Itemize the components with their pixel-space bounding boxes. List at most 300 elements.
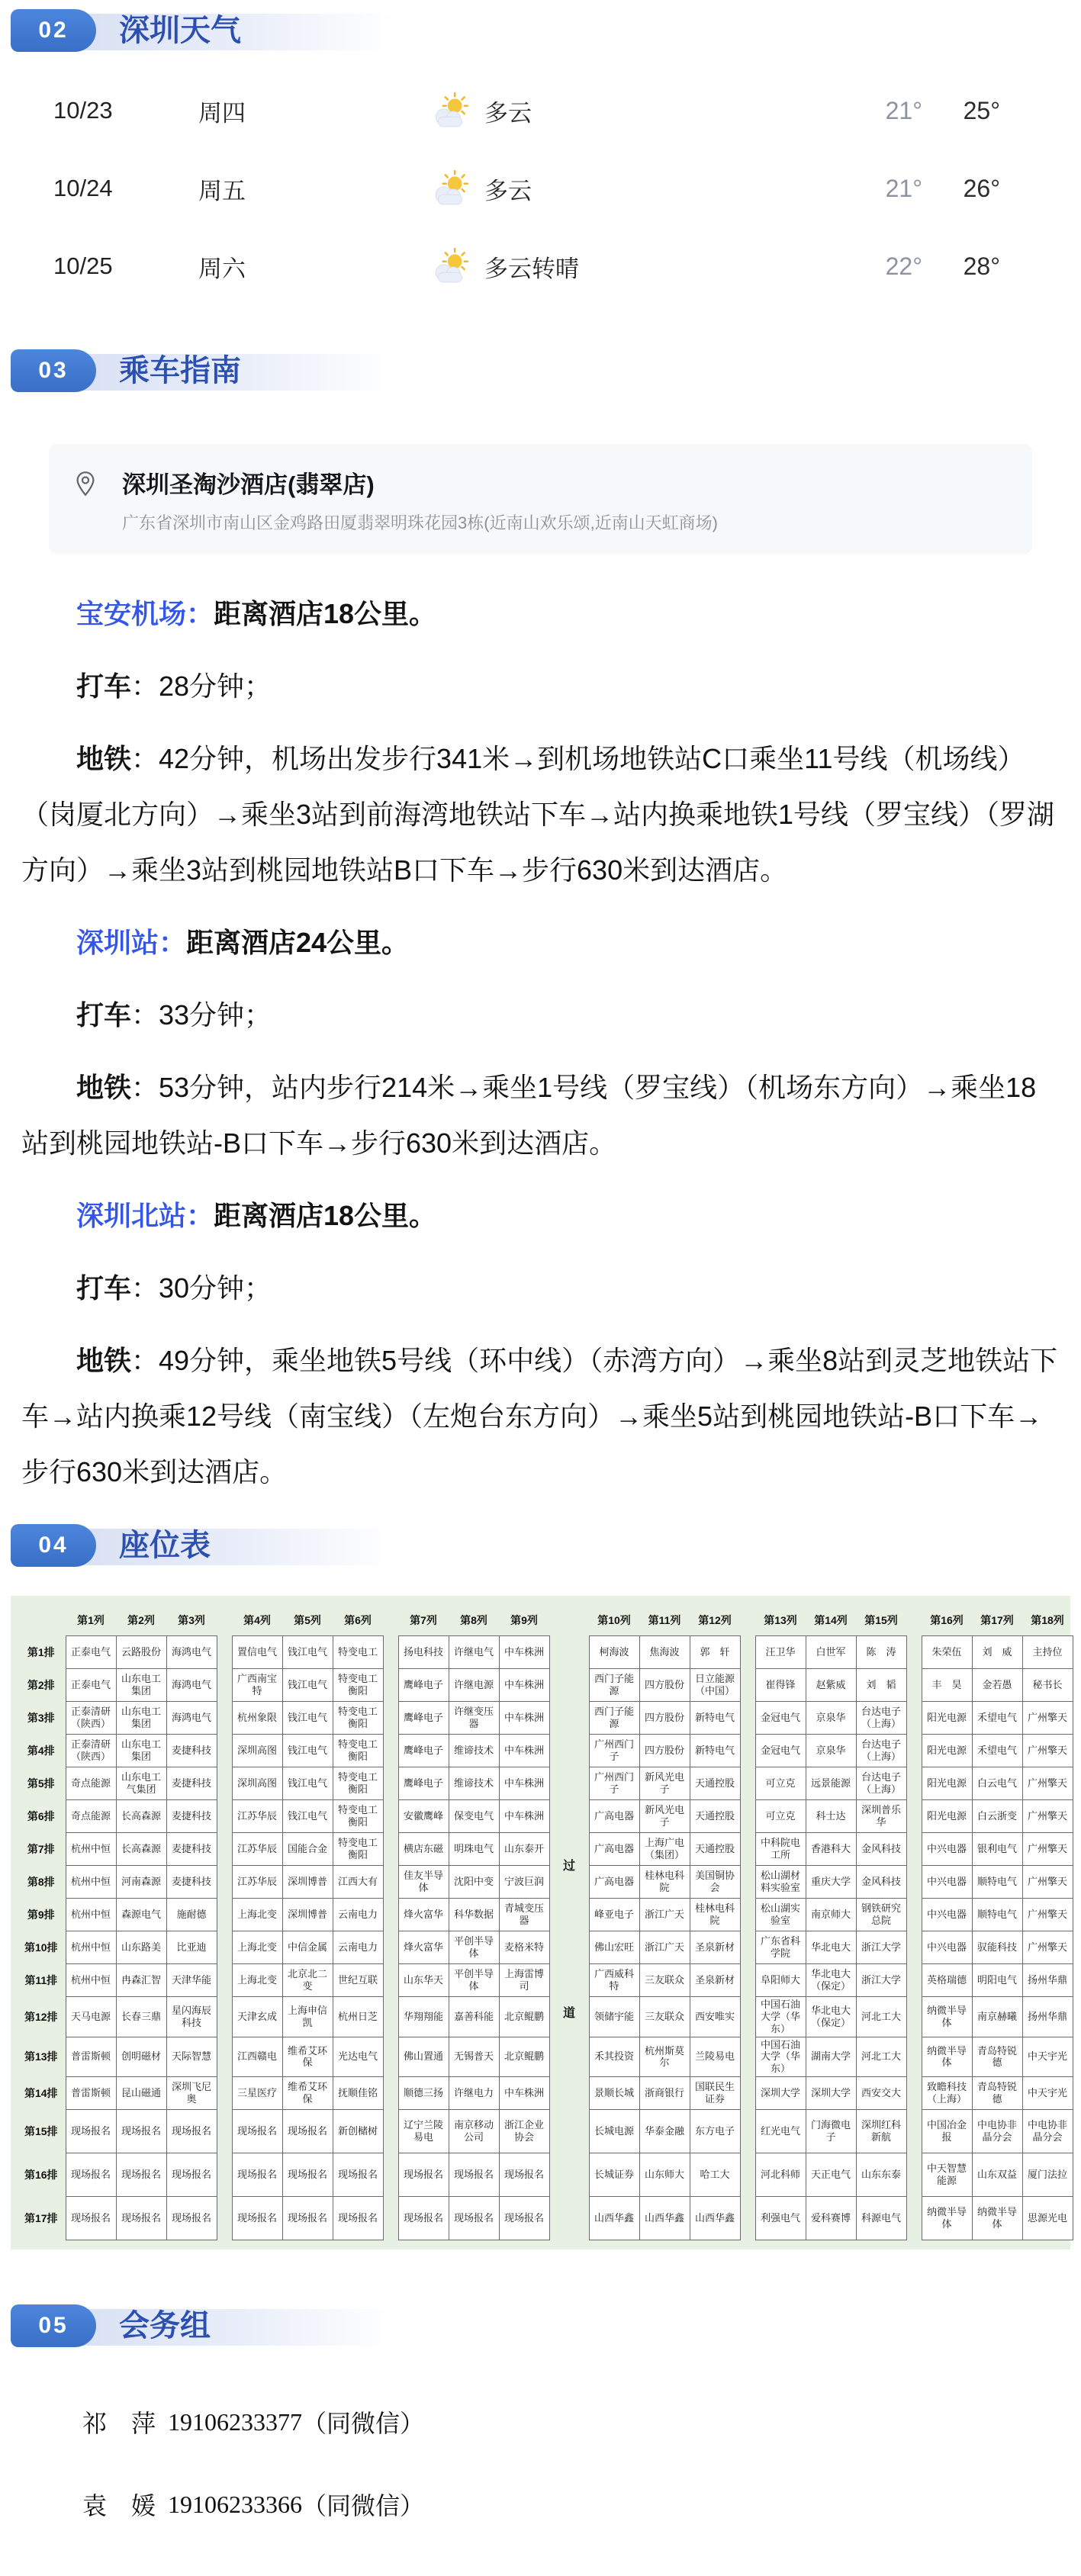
seat-cell: 青岛特锐德 bbox=[972, 2037, 1022, 2077]
seat-cell: 京泉华 bbox=[806, 1735, 856, 1767]
seat-cell: 禾其投资 bbox=[589, 2037, 639, 2077]
seat-cell: 钢铁研究总院 bbox=[856, 1899, 906, 1931]
paragraph-text: 距离酒店18公里。 bbox=[214, 1200, 437, 1231]
seat-cell: 中兴电器 bbox=[922, 1931, 972, 1964]
seat-cell: 山西华鑫 bbox=[690, 2197, 740, 2240]
contact-note: （同微信） bbox=[302, 2410, 425, 2438]
seat-cell: 特变电工衡阳 bbox=[333, 1767, 383, 1800]
seat-cell: 台达电子（上海） bbox=[856, 1702, 906, 1735]
seat-cell: 科华数据 bbox=[449, 1899, 499, 1931]
seat-cell: 昆山磁通 bbox=[116, 2077, 166, 2110]
seat-cell: 广州擎天 bbox=[1022, 1800, 1073, 1833]
column-header: 第15列 bbox=[864, 1614, 898, 1626]
seat-cell: 北京鲲鹏 bbox=[499, 2037, 549, 2077]
seat-cell: 深圳高图 bbox=[232, 1735, 282, 1767]
contact-row bbox=[0, 2381, 1081, 2463]
seat-cell: 烽火富华 bbox=[398, 1931, 449, 1964]
seat-cell: 纳微半导体 bbox=[972, 2197, 1022, 2240]
paragraph-text: 地铁 bbox=[76, 743, 132, 774]
seat-cell: 山东电工气集团 bbox=[116, 1767, 166, 1800]
seat-cell: 无锡普天 bbox=[449, 2037, 499, 2077]
seat-cell: 新风光电子 bbox=[639, 1800, 690, 1833]
seat-cell: 浙江企业协会 bbox=[499, 2110, 549, 2153]
section-badge-number: 04 bbox=[38, 1532, 69, 1558]
hotel-card bbox=[49, 444, 1032, 554]
seat-cell: 长春三鼎 bbox=[116, 1997, 166, 2037]
seat-cell: 南京赫曦 bbox=[972, 1997, 1022, 2037]
seat-cell: 钱江电气 bbox=[282, 1800, 333, 1833]
weather-section bbox=[0, 8, 1081, 305]
row-label: 第6排 bbox=[27, 1810, 55, 1822]
seat-cell: 中天智慧能源 bbox=[922, 2153, 972, 2197]
seat-cell: 杭州象限 bbox=[232, 1702, 282, 1735]
column-header: 第12列 bbox=[698, 1614, 732, 1626]
section-header-transport bbox=[11, 348, 1081, 397]
seat-cell: 银利电气 bbox=[972, 1833, 1022, 1866]
column-header: 第11列 bbox=[648, 1614, 681, 1626]
seat-cell: 英格瑞德 bbox=[922, 1964, 972, 1997]
seat-cell: 华北电大（保定） bbox=[806, 1997, 856, 2037]
weather-icon bbox=[430, 246, 474, 287]
seat-cell: 现场报名 bbox=[116, 2197, 166, 2240]
seat-cell: 中车株洲 bbox=[499, 1636, 549, 1669]
seat-cell: 钱江电气 bbox=[282, 1735, 333, 1767]
seat-cell: 阳光电源 bbox=[922, 1767, 972, 1800]
seat-cell: 横店东磁 bbox=[398, 1833, 449, 1866]
seat-cell: 中国冶金报 bbox=[922, 2110, 972, 2153]
seat-cell: 松山湖材料实验室 bbox=[755, 1866, 806, 1899]
weather-low-temp: 22° bbox=[885, 252, 922, 280]
seat-cell: 许继电气 bbox=[449, 1636, 499, 1669]
seat-cell: 丰 昊 bbox=[922, 1669, 972, 1702]
seat-cell: 阳光电源 bbox=[922, 1702, 972, 1735]
seat-cell: 华北电大 bbox=[806, 1931, 856, 1964]
seat-cell: 深圳大学 bbox=[806, 2077, 856, 2110]
seat-cell: 北京北二变 bbox=[282, 1964, 333, 1997]
contact-row bbox=[0, 2463, 1081, 2545]
seat-cell: 广高电器 bbox=[589, 1866, 639, 1899]
seat-cell: 三星医疗 bbox=[232, 2077, 282, 2110]
seat-cell: 天津华能 bbox=[166, 1964, 217, 1997]
seat-cell: 三友联众 bbox=[639, 1964, 690, 1997]
seat-cell: 山西华鑫 bbox=[589, 2197, 639, 2240]
paragraph-text: 距离酒店24公里。 bbox=[186, 927, 410, 958]
seat-cell: 白云电气 bbox=[972, 1767, 1022, 1800]
seat-cell: 浙商银行 bbox=[639, 2077, 690, 2110]
seat-cell: 现场报名 bbox=[232, 2197, 282, 2240]
seat-cell: 北京鲲鹏 bbox=[499, 1997, 549, 2037]
seat-cell: 美国铜协会 bbox=[690, 1866, 740, 1899]
seat-cell: 山东泰开 bbox=[499, 1833, 549, 1866]
weather-icon bbox=[430, 90, 474, 131]
seat-cell: 广州擎天 bbox=[1022, 1931, 1073, 1964]
seat-cell: 现场报名 bbox=[282, 2110, 333, 2153]
seat-cell: 鹰峰电子 bbox=[398, 1767, 449, 1800]
seat-cell: 云南电力 bbox=[333, 1899, 383, 1931]
seat-cell: 顺德三扬 bbox=[398, 2077, 449, 2110]
paragraph-text: ：53分钟，站内步行214米→乘坐1号线（罗宝线）（机场东方向）→乘坐18站到桃园地铁站-B口下车→步行630米到达酒店。 bbox=[21, 1072, 1037, 1159]
contact-name: 祁 萍 bbox=[82, 2410, 156, 2438]
seat-cell: 中车株洲 bbox=[499, 2077, 549, 2110]
seat-cell: 湖南大学 bbox=[806, 2037, 856, 2077]
weather-day: 周六 bbox=[198, 255, 246, 282]
seat-cell: 禾望电气 bbox=[972, 1735, 1022, 1767]
seat-cell: 中兴电器 bbox=[922, 1866, 972, 1899]
contact-list bbox=[0, 2381, 1081, 2576]
seat-cell: 华翔翔能 bbox=[398, 1997, 449, 2037]
seat-cell: 南京移动公司 bbox=[449, 2110, 499, 2153]
seat-cell: 杭州斯莫尔 bbox=[639, 2037, 690, 2077]
seat-cell: 特变电工 bbox=[333, 1636, 383, 1669]
hotel-address: 广东省深圳市南山区金鸡路田厦翡翠明珠花园3栋(近南山欢乐颂,近南山天虹商场) bbox=[122, 513, 719, 532]
seat-cell: 普雷斯顿 bbox=[66, 2037, 116, 2077]
center-aisle bbox=[549, 1636, 589, 2240]
seat-cell: 许继电源 bbox=[449, 1669, 499, 1702]
seat-cell: 深圳博普 bbox=[282, 1899, 333, 1931]
seat-cell: 烽火富华 bbox=[398, 1899, 449, 1931]
seat-cell: 云南电力 bbox=[333, 1931, 383, 1964]
section-title: 深圳天气 bbox=[119, 14, 241, 47]
seat-cell: 中天宇光 bbox=[1022, 2037, 1073, 2077]
seat-cell: 中国石油大学（华东） bbox=[755, 1997, 806, 2037]
seat-cell: 远景能源 bbox=[806, 1767, 856, 1800]
seat-cell: 河南森源 bbox=[116, 1866, 166, 1899]
seat-cell: 广东省科学院 bbox=[755, 1931, 806, 1964]
row-label: 第13排 bbox=[24, 2050, 58, 2063]
seat-cell: 麦捷科技 bbox=[166, 1833, 217, 1866]
seat-cell: 东方电子 bbox=[690, 2110, 740, 2153]
seat-cell: 山东师大 bbox=[639, 2153, 690, 2197]
seat-cell: 明珠电气 bbox=[449, 1833, 499, 1866]
seat-cell: 现场报名 bbox=[499, 2197, 549, 2240]
seat-cell: 扬电科技 bbox=[398, 1636, 449, 1669]
seat-cell: 现场报名 bbox=[66, 2110, 116, 2153]
weather-icon bbox=[430, 168, 474, 209]
seat-cell: 杭州日芝 bbox=[333, 1997, 383, 2037]
seat-cell: 金冠电气 bbox=[755, 1735, 806, 1767]
weather-condition: 多云转晴 bbox=[484, 255, 579, 282]
seat-cell: 海鸿电气 bbox=[166, 1636, 217, 1669]
seat-cell: 四方股份 bbox=[639, 1702, 690, 1735]
seat-cell: 钱江电气 bbox=[282, 1636, 333, 1669]
seat-cell: 鹰峰电子 bbox=[398, 1702, 449, 1735]
seat-cell: 阳光电源 bbox=[922, 1800, 972, 1833]
seat-cell: 新特电气 bbox=[690, 1735, 740, 1767]
seat-cell: 中信金属 bbox=[282, 1931, 333, 1964]
seat-cell: 科士达 bbox=[806, 1800, 856, 1833]
seat-cell: 金若愚 bbox=[972, 1669, 1022, 1702]
section-badge-number: 05 bbox=[38, 2313, 69, 2339]
section-header-weather bbox=[11, 8, 1081, 56]
seat-cell: 现场报名 bbox=[499, 2153, 549, 2197]
seat-cell: 纳微半导体 bbox=[922, 1997, 972, 2037]
seat-cell: 山西华鑫 bbox=[639, 2197, 690, 2240]
seat-cell: 中国石油大学（华东） bbox=[755, 2037, 806, 2077]
seat-cell: 海鸿电气 bbox=[166, 1669, 217, 1702]
seat-cell: 正泰清研（陕西） bbox=[66, 1735, 116, 1767]
section-title: 座位表 bbox=[119, 1529, 211, 1562]
seat-cell: 日立能源（中国） bbox=[690, 1669, 740, 1702]
seat-cell: 创明磁材 bbox=[116, 2037, 166, 2077]
seat-cell: 厦门法拉 bbox=[1022, 2153, 1073, 2197]
weather-high-temp: 25° bbox=[963, 96, 1000, 124]
seating-table bbox=[17, 1608, 1073, 2240]
seat-cell: 森源电气 bbox=[116, 1899, 166, 1931]
column-header: 第6列 bbox=[344, 1614, 372, 1626]
seat-cell: 中兴电器 bbox=[922, 1833, 972, 1866]
seat-cell: 天马电源 bbox=[66, 1997, 116, 2037]
row-label: 第17排 bbox=[24, 2212, 58, 2225]
row-label: 第1排 bbox=[27, 1646, 55, 1658]
seat-cell: 可立克 bbox=[755, 1767, 806, 1800]
row-label: 第3排 bbox=[27, 1712, 55, 1724]
seat-cell: 广高电器 bbox=[589, 1800, 639, 1833]
transport-paragraph bbox=[21, 915, 1060, 970]
seat-cell: 沈阳中变 bbox=[449, 1866, 499, 1899]
seat-cell: 杭州中恒 bbox=[66, 1866, 116, 1899]
seat-cell: 现场报名 bbox=[232, 2110, 282, 2153]
column-header: 第18列 bbox=[1031, 1614, 1064, 1626]
seat-cell: 台达电子（上海） bbox=[856, 1767, 906, 1800]
transport-paragraph bbox=[21, 1260, 1060, 1316]
seat-cell: 纳微半导体 bbox=[922, 2037, 972, 2077]
seat-cell: 麦捷科技 bbox=[166, 1866, 217, 1899]
seat-cell: 现场报名 bbox=[232, 2153, 282, 2197]
paragraph-text: 距离酒店18公里。 bbox=[214, 598, 437, 629]
seat-cell: 现场报名 bbox=[66, 2197, 116, 2240]
seat-cell: 广州擎天 bbox=[1022, 1735, 1073, 1767]
seat-cell: 上海雷博司 bbox=[499, 1964, 549, 1997]
seat-cell: 山东电工集团 bbox=[116, 1735, 166, 1767]
seat-cell: 广州擎天 bbox=[1022, 1899, 1073, 1931]
seat-cell: 青城变压器 bbox=[499, 1899, 549, 1931]
column-header: 第2列 bbox=[127, 1614, 155, 1626]
seat-cell: 中车株洲 bbox=[499, 1767, 549, 1800]
seat-cell: 新创槠树 bbox=[333, 2110, 383, 2153]
seat-cell: 海鸿电气 bbox=[166, 1702, 217, 1735]
seat-cell: 天通控股 bbox=[690, 1800, 740, 1833]
seat-cell: 深圳普乐华 bbox=[856, 1800, 906, 1833]
seat-cell: 可立克 bbox=[755, 1800, 806, 1833]
seat-cell: 冉森汇智 bbox=[116, 1964, 166, 1997]
seat-cell: 广州西门子 bbox=[589, 1735, 639, 1767]
seat-cell: 朱荣伍 bbox=[922, 1636, 972, 1669]
seat-cell: 致瞻科技（上海） bbox=[922, 2077, 972, 2110]
seat-cell: 河北工大 bbox=[856, 1997, 906, 2037]
transport-paragraph bbox=[21, 987, 1060, 1043]
row-label: 第4排 bbox=[27, 1745, 55, 1757]
seat-cell: 金冠电气 bbox=[755, 1702, 806, 1735]
seat-cell: 现场报名 bbox=[166, 2153, 217, 2197]
column-header: 第5列 bbox=[294, 1614, 321, 1626]
seat-cell: 杭州中恒 bbox=[66, 1931, 116, 1964]
column-header: 第13列 bbox=[764, 1614, 797, 1626]
seat-cell: 阜阳师大 bbox=[755, 1964, 806, 1997]
seat-cell: 顺特电气 bbox=[972, 1866, 1022, 1899]
paragraph-text: 打车 bbox=[76, 671, 132, 702]
weather-low-temp: 21° bbox=[885, 96, 922, 124]
seat-cell: 广州西门子 bbox=[589, 1767, 639, 1800]
committee-section bbox=[0, 2303, 1081, 2576]
seat-cell: 麦捷科技 bbox=[166, 1735, 217, 1767]
weather-condition: 多云 bbox=[484, 177, 532, 204]
seat-cell: 现场报名 bbox=[449, 2197, 499, 2240]
seat-cell: 杭州中恒 bbox=[66, 1899, 116, 1931]
seat-cell: 现场报名 bbox=[282, 2153, 333, 2197]
section-header-committee bbox=[11, 2303, 1081, 2352]
aisle-label: 过 道 bbox=[562, 1859, 575, 2020]
sun-behind-cloud-icon bbox=[430, 169, 472, 208]
weather-day: 周四 bbox=[198, 99, 246, 127]
row-label: 第9排 bbox=[27, 1909, 55, 1921]
seat-cell: 广州擎天 bbox=[1022, 1702, 1073, 1735]
row-label: 第15排 bbox=[24, 2125, 58, 2138]
seat-cell: 维谛技术 bbox=[449, 1735, 499, 1767]
seat-cell: 刘 韬 bbox=[856, 1669, 906, 1702]
weather-high-temp: 26° bbox=[963, 174, 1000, 202]
row-label: 第8排 bbox=[27, 1876, 55, 1888]
transport-section bbox=[0, 348, 1081, 1500]
seat-cell: 奇点能源 bbox=[66, 1800, 116, 1833]
seat-cell: 赵紫威 bbox=[806, 1669, 856, 1702]
seat-cell: 佳友半导体 bbox=[398, 1866, 449, 1899]
seat-cell: 主持位 bbox=[1022, 1636, 1073, 1669]
contact-phone: 19106233366 bbox=[168, 2490, 303, 2518]
seat-cell: 麦格米特 bbox=[499, 1931, 549, 1964]
seat-cell: 佛山宏旺 bbox=[589, 1931, 639, 1964]
seat-cell: 中科院电工所 bbox=[755, 1833, 806, 1866]
row-label: 第2排 bbox=[27, 1679, 55, 1691]
seat-cell: 扬州华鼎 bbox=[1022, 1964, 1073, 1997]
seat-cell: 刘 威 bbox=[972, 1636, 1022, 1669]
seat-cell: 浙江广天 bbox=[639, 1899, 690, 1931]
seat-cell: 门海微电子 bbox=[806, 2110, 856, 2153]
seat-cell: 广高电器 bbox=[589, 1833, 639, 1866]
column-header: 第4列 bbox=[243, 1614, 271, 1626]
sun-behind-cloud-icon bbox=[430, 91, 472, 130]
seat-cell: 峰亚电子 bbox=[589, 1899, 639, 1931]
seat-cell: 现场报名 bbox=[333, 2153, 383, 2197]
paragraph-text: 地铁 bbox=[76, 1072, 132, 1103]
seat-cell: 许继变压器 bbox=[449, 1702, 499, 1735]
seat-cell: 西门子能源 bbox=[589, 1669, 639, 1702]
seat-cell: 长城证券 bbox=[589, 2153, 639, 2197]
seat-cell: 施耐德 bbox=[166, 1899, 217, 1931]
seat-cell: 明阳电气 bbox=[972, 1964, 1022, 1997]
seat-cell: 秘书长 bbox=[1022, 1669, 1073, 1702]
contact-phone: 19106233377 bbox=[168, 2407, 303, 2436]
section-badge bbox=[11, 9, 96, 52]
transport-paragraph bbox=[21, 731, 1060, 898]
seat-cell: 桂林电科院 bbox=[639, 1866, 690, 1899]
seat-cell: 白云浙变 bbox=[972, 1800, 1022, 1833]
seat-cell: 辽宁兰陵易电 bbox=[398, 2110, 449, 2153]
seat-cell: 抚顺佳铭 bbox=[333, 2077, 383, 2110]
section-header-seating bbox=[11, 1523, 1081, 1571]
seat-cell: 特变电工衡阳 bbox=[333, 1800, 383, 1833]
column-header: 第9列 bbox=[510, 1614, 538, 1626]
column-header: 第14列 bbox=[814, 1614, 848, 1626]
seat-cell: 佛山置通 bbox=[398, 2037, 449, 2077]
seat-cell: 江苏华辰 bbox=[232, 1833, 282, 1866]
weather-list bbox=[0, 72, 1081, 305]
seat-cell: 华北电大（保定） bbox=[806, 1964, 856, 1997]
seat-cell: 驭能科技 bbox=[972, 1931, 1022, 1964]
seat-cell: 广州擎天 bbox=[1022, 1866, 1073, 1899]
seat-cell: 长城电源 bbox=[589, 2110, 639, 2153]
seat-cell: 红光电气 bbox=[755, 2110, 806, 2153]
weather-row bbox=[0, 227, 1081, 305]
paragraph-text: ：42分钟，机场出发步行341米→到机场地铁站C口乘坐11号线（机场线）（岗厦北方向）→乘坐3站到前海湾地铁站下车→站内换乘地铁1号线（罗宝线）（罗湖方向）→乘坐3站到桃园地铁站B口下车→步行630米到达酒店。 bbox=[21, 743, 1055, 886]
seat-cell: 圣泉新材 bbox=[690, 1931, 740, 1964]
seat-cell: 焦海波 bbox=[639, 1636, 690, 1669]
section-badge bbox=[11, 1524, 96, 1567]
seat-cell: 杭州中恒 bbox=[66, 1964, 116, 1997]
seat-cell: 上海申信凯 bbox=[282, 1997, 333, 2037]
seat-cell: 四方股份 bbox=[639, 1669, 690, 1702]
seat-cell: 天通控股 bbox=[690, 1767, 740, 1800]
seat-cell: 钱江电气 bbox=[282, 1669, 333, 1702]
seat-cell: 台达电子（上海） bbox=[856, 1735, 906, 1767]
seat-cell: 山东双益 bbox=[972, 2153, 1022, 2197]
row-label: 第14排 bbox=[24, 2087, 58, 2100]
seat-cell: 扬州华鼎 bbox=[1022, 1997, 1073, 2037]
seat-cell: 平创半导体 bbox=[449, 1931, 499, 1964]
seat-cell: 桂林电科院 bbox=[690, 1899, 740, 1931]
row-label: 第12排 bbox=[24, 2010, 58, 2023]
seat-cell: 三友联众 bbox=[639, 1997, 690, 2037]
seat-cell: 现场报名 bbox=[116, 2153, 166, 2197]
seat-cell: 平创半导体 bbox=[449, 1964, 499, 1997]
sun-behind-cloud-icon bbox=[430, 246, 472, 286]
transport-paragraph bbox=[21, 1333, 1060, 1500]
seat-cell: 特变电工衡阳 bbox=[333, 1735, 383, 1767]
row-label: 第16排 bbox=[24, 2169, 58, 2182]
seat-cell: 钱江电气 bbox=[282, 1702, 333, 1735]
seat-cell: 上海北变 bbox=[232, 1964, 282, 1997]
seat-cell: 山东电工集团 bbox=[116, 1669, 166, 1702]
seat-cell: 华泰金融 bbox=[639, 2110, 690, 2153]
seat-cell: 深圳大学 bbox=[755, 2077, 806, 2110]
seat-cell: 天通控股 bbox=[690, 1833, 740, 1866]
seat-cell: 普雷斯顿 bbox=[66, 2077, 116, 2110]
section-header-strip bbox=[55, 2309, 394, 2346]
seat-cell: 中兴电器 bbox=[922, 1899, 972, 1931]
seat-cell: 重庆大学 bbox=[806, 1866, 856, 1899]
seat-cell: 光达电气 bbox=[333, 2037, 383, 2077]
seat-cell: 纳微半导体 bbox=[922, 2197, 972, 2240]
seat-cell: 许继电力 bbox=[449, 2077, 499, 2110]
seat-cell: 正泰电气 bbox=[66, 1669, 116, 1702]
seat-cell: 现场报名 bbox=[333, 2197, 383, 2240]
weather-date: 10/23 bbox=[53, 97, 113, 124]
seat-cell: 新风光电子 bbox=[639, 1767, 690, 1800]
seat-cell: 山东路美 bbox=[116, 1931, 166, 1964]
seat-cell: 现场报名 bbox=[116, 2110, 166, 2153]
seat-cell: 白世军 bbox=[806, 1636, 856, 1669]
seat-cell: 正泰清研（陕西） bbox=[66, 1702, 116, 1735]
seat-cell: 国能合金 bbox=[282, 1833, 333, 1866]
seat-cell: 西门子能源 bbox=[589, 1702, 639, 1735]
seat-cell: 深圳飞尼奥 bbox=[166, 2077, 217, 2110]
contact-note: （同微信） bbox=[302, 2492, 425, 2520]
section-badge bbox=[11, 2304, 96, 2347]
weather-day: 周五 bbox=[198, 177, 246, 204]
weather-date: 10/25 bbox=[53, 252, 113, 279]
weather-date: 10/24 bbox=[53, 175, 113, 201]
seat-cell: 安徽鹰峰 bbox=[398, 1800, 449, 1833]
seat-cell: 深圳博普 bbox=[282, 1866, 333, 1899]
